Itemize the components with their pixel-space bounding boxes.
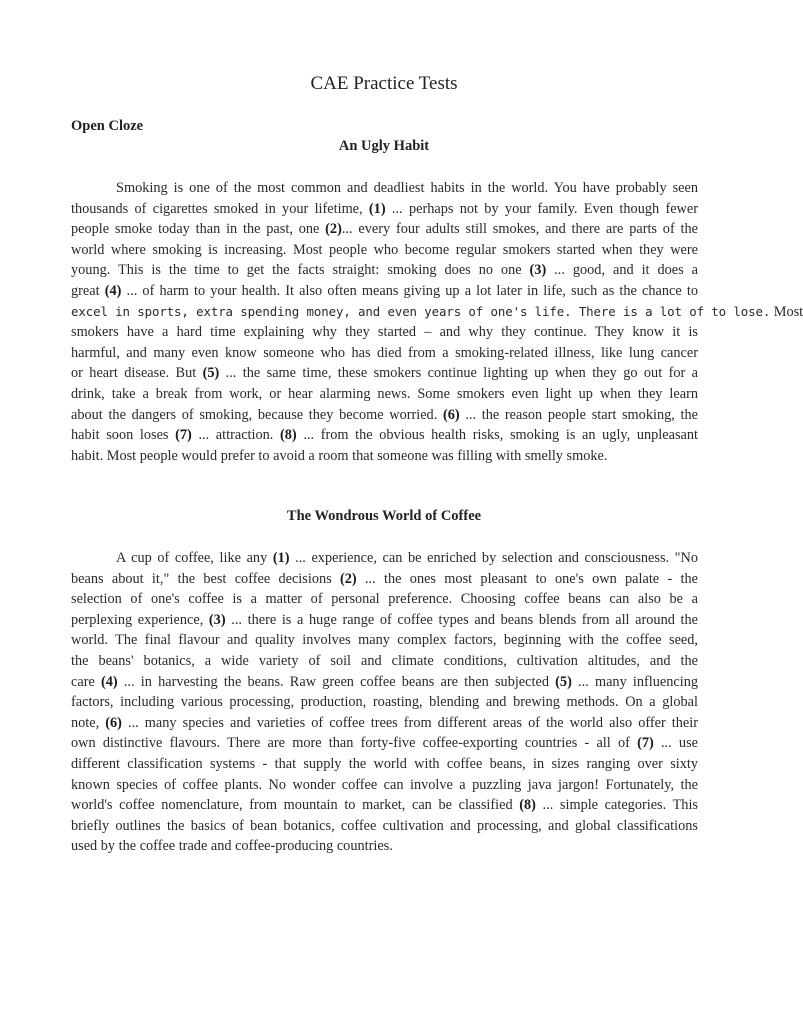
text-run: known species of coffee plants. No wonder coffee can involve a puzzling java jargon! Fortunately, the — [71, 776, 698, 793]
gap-number: (4) — [101, 673, 118, 690]
text-run: A cup of coffee, like any — [116, 550, 273, 566]
text-run: ... the reason people start smoking, the — [459, 406, 698, 423]
text-run: care — [71, 673, 101, 690]
paragraph-line — [71, 569, 698, 590]
text-run: young. This is the time to get the facts straight: smoking does no one — [71, 262, 530, 279]
gap-number: (3) — [208, 611, 226, 628]
gap-number: (8) — [280, 427, 297, 444]
paragraph-line — [71, 405, 698, 426]
text-run: drink, take a break from work, or hear alarming news. Some smokers even light up when they learn — [71, 385, 698, 402]
paragraph-line — [71, 425, 698, 446]
text-run: ... from the obvious health risks, smoking is an ugly, unpleasant — [296, 427, 698, 444]
paragraph-ugly-habit — [71, 178, 803, 466]
paragraph-line — [71, 343, 698, 364]
text-run: great — [71, 282, 105, 299]
text-run: excel in sports, extra spending money, and even years of one's life. There is a lot of to lose. — [71, 303, 771, 319]
text-run: ... experience, can be enriched by selection and consciousness. "No — [289, 550, 698, 566]
paragraph-line — [71, 589, 698, 610]
text-run: ... in harvesting the beans. Raw green coffee beans are then subjected — [117, 673, 556, 690]
text-run: ... simple categories. This — [535, 797, 698, 814]
text-run: ... the ones most pleasant to one's own palate - the — [356, 570, 698, 587]
gap-number: (6) — [442, 406, 460, 423]
text-run: ... every four adults still smokes, and there are parts of the — [341, 221, 698, 238]
gap-number: (3) — [529, 262, 547, 279]
text-run: used by the coffee trade and coffee-producing countries. — [71, 838, 393, 855]
text-run: habit. Most people would prefer to avoid a room that someone was filling with smelly smoke. — [71, 447, 608, 464]
text-run: own distinctive flavours. There are more than forty-five coffee-exporting countries - all of — [71, 735, 638, 752]
text-run: ... attraction. — [191, 427, 281, 444]
text-run: factors, including various processing, production, roasting, blending and brewing methods. On a global — [71, 694, 698, 711]
text-run: about the dangers of smoking, because they become worried. — [71, 406, 443, 423]
text-run: beans about it," the best coffee decisions — [71, 570, 340, 587]
text-run: thousands of cigarettes smoked in your lifetime, — [71, 200, 369, 217]
paragraph-line — [71, 651, 698, 672]
text-run: ... use — [653, 735, 698, 752]
text-run: the beans' botanics, a wide variety of soil and climate conditions, cultivation altitudes, and the — [71, 652, 698, 669]
paragraph-line — [71, 548, 698, 569]
paragraph-line — [71, 199, 698, 220]
section-label: Open Cloze — [71, 118, 144, 134]
document-title: CAE Practice Tests — [310, 73, 458, 94]
gap-number: (5) — [202, 365, 220, 382]
paragraph-line — [71, 630, 698, 651]
text-run: people smoke today than in the past, one — [71, 221, 326, 238]
paragraph-line — [71, 692, 698, 713]
paragraph-line — [71, 219, 698, 240]
gap-number: (1) — [272, 550, 290, 566]
text-run: smokers have a hard time explaining why they started – and why they continue. They know it is — [71, 324, 698, 341]
gap-number: (5) — [555, 673, 572, 690]
text-run: or heart disease. But — [71, 365, 203, 382]
paragraph-line — [71, 610, 698, 631]
text-run: selection of one's coffee is a matter of personal preference. Choosing coffee beans can also be a — [71, 591, 698, 608]
gap-number: (7) — [175, 427, 192, 444]
text-run: briefly outlines the basics of bean botanics, coffee cultivation and processing, and global classifications — [71, 817, 698, 834]
gap-number: (7) — [637, 735, 654, 752]
text-run: habit soon loses — [71, 427, 176, 444]
gap-number: (4) — [104, 282, 122, 299]
text-heading-coffee: The Wondrous World of Coffee — [286, 508, 482, 524]
paragraph-line — [71, 302, 803, 323]
text-run: world's coffee nomenclature, from mountain to market, can be classified — [71, 797, 520, 814]
text-run: note, — [71, 714, 106, 731]
text-run: harmful, and many even know someone who has died from a smoking-related illness, like lung cancer — [71, 344, 698, 361]
paragraph-line — [71, 260, 698, 281]
text-run: ... perhaps not by your family. Even though fewer — [385, 200, 698, 217]
paragraph-line — [71, 713, 698, 734]
gap-number: (1) — [368, 200, 386, 217]
text-run: ... many species and varieties of coffee trees from different areas of the world also offer their — [121, 714, 698, 731]
paragraph-line — [71, 384, 698, 405]
paragraph-line — [71, 322, 698, 343]
paragraph-line — [71, 754, 698, 775]
paragraph-line — [71, 178, 698, 199]
paragraph-line — [71, 775, 698, 796]
paragraph-line — [71, 733, 698, 754]
paragraph-coffee — [71, 548, 698, 857]
paragraph-line — [71, 240, 698, 261]
paragraph-line — [71, 363, 698, 384]
paragraph-line — [71, 672, 698, 693]
text-run: world. The final flavour and quality involves many complex factors, beginning with the coffee seed, — [71, 632, 698, 649]
text-run: ... many influencing — [571, 673, 699, 690]
text-heading-ugly-habit: An Ugly Habit — [338, 138, 430, 154]
paragraph-line — [71, 795, 698, 816]
gap-number: (8) — [519, 797, 536, 814]
paragraph-line — [71, 816, 698, 837]
text-run: world where smoking is increasing. Most people who become regular smokers started when they were — [71, 241, 698, 258]
text-run: ... of harm to your health. It also often means giving up a lot later in life, such as the chance to — [121, 282, 698, 299]
text-run: ... good, and it does a — [546, 262, 698, 279]
paragraph-line — [71, 281, 698, 302]
paragraph-line — [71, 446, 698, 467]
gap-number: (6) — [105, 714, 122, 731]
paragraph-line — [71, 836, 698, 857]
gap-number: (2) — [325, 221, 342, 238]
text-run: different classification systems - that supply the world with coffee beans, in sizes ranging over sixty — [71, 755, 698, 772]
gap-number: (2) — [340, 570, 357, 587]
text-run: Most — [770, 303, 803, 320]
text-run: ... the same time, these smokers continue lighting up when they go out for a — [219, 365, 698, 382]
text-run: ... there is a huge range of coffee types and beans blends from all around the — [225, 611, 698, 628]
text-run: Smoking is one of the most common and deadliest habits in the world. You have probably seen — [116, 180, 698, 196]
text-run: perplexing experience, — [71, 611, 209, 628]
